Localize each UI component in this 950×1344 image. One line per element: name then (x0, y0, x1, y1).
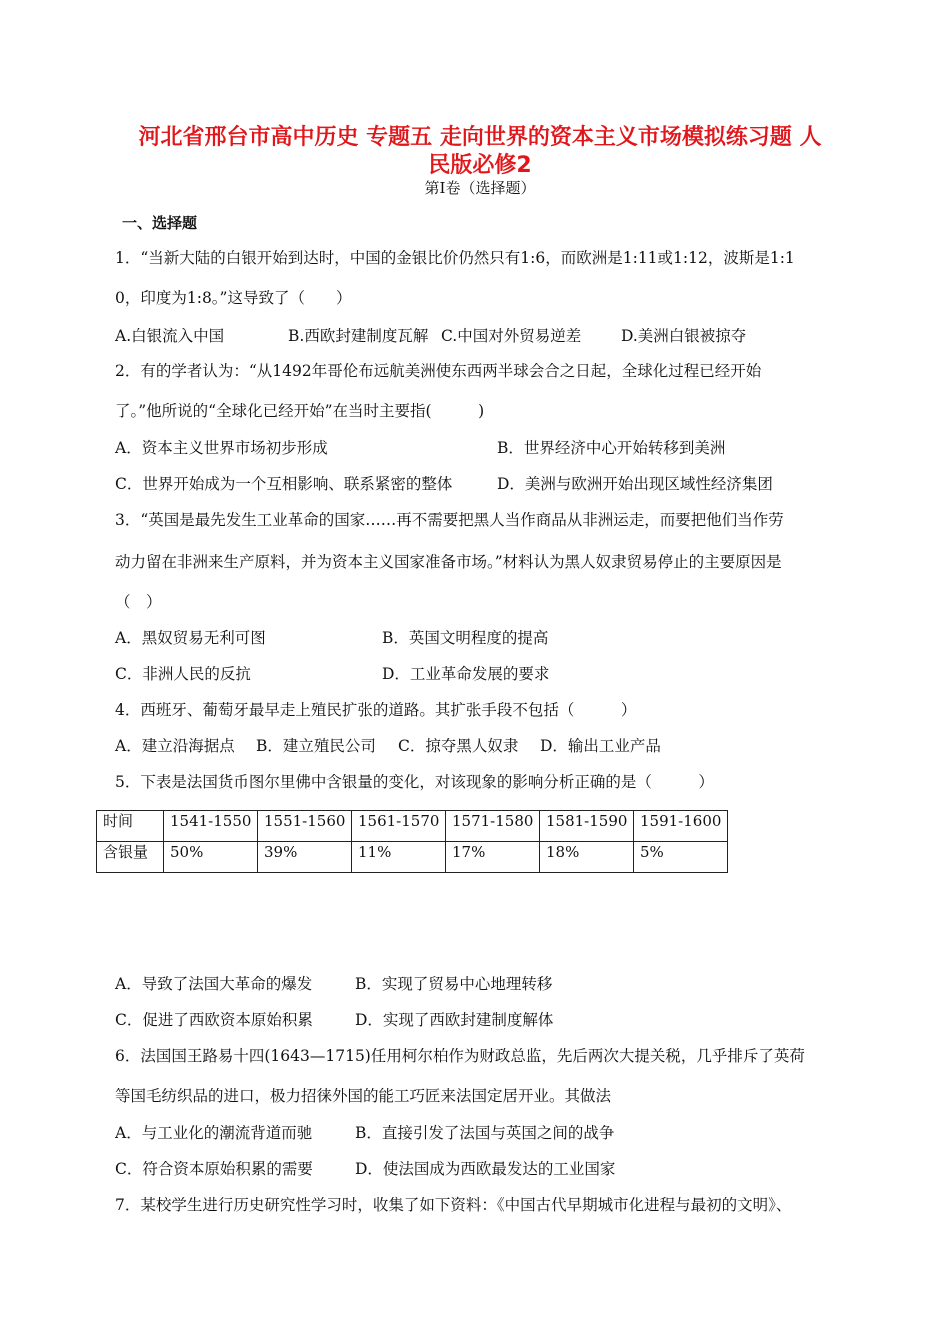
question-1-stem-line-1: 1．“当新大陆的白银开始到达时，中国的金银比价仍然只有1:6，而欧洲是1:11或1:12，波斯是1:1 (115, 249, 795, 267)
question-3-option-a: A．黑奴贸易无利可图 (115, 629, 266, 647)
table-cell: 时间 (97, 811, 164, 842)
question-5-option-c: C．促进了西欧资本原始积累 (115, 1011, 313, 1029)
question-2-option-c: C．世界开始成为一个互相影响、联系紧密的整体 (115, 475, 453, 493)
question-5-stem: 5．下表是法国货币图尔里佛中含银量的变化，对该现象的影响分析正确的是（ ） (115, 773, 714, 791)
question-3-option-b: B．英国文明程度的提高 (382, 629, 549, 647)
question-5-option-d: D．实现了西欧封建制度解体 (355, 1011, 554, 1029)
table-cell: 含银量 (97, 842, 164, 873)
question-3-stem-line-2: 动力留在非洲来生产原料，并为资本主义国家准备市场。”材料认为黑人奴隶贸易停止的主要原因是 (115, 553, 782, 571)
question-6-option-c: C．符合资本原始积累的需要 (115, 1160, 313, 1178)
document-title-line-2: 民版必修2 (428, 153, 532, 178)
paper-part-heading: 第I卷（选择题） (424, 179, 536, 197)
table-row (97, 842, 728, 873)
table-cell: 1581-1590 (540, 811, 634, 842)
question-7-stem-line-1: 7．某校学生进行历史研究性学习时，收集了如下资料：《中国古代早期城市化进程与最初的文明》、 (115, 1196, 792, 1214)
question-3-stem-line-3: （ ） (115, 593, 162, 611)
table-cell: 39% (258, 842, 352, 873)
table-cell: 1551-1560 (258, 811, 352, 842)
table-cell: 17% (446, 842, 540, 873)
table-cell: 18% (540, 842, 634, 873)
question-2-option-b: B．世界经济中心开始转移到美洲 (497, 439, 726, 457)
question-2-option-a: A．资本主义世界市场初步形成 (115, 439, 328, 457)
silver-content-table (96, 810, 728, 873)
table-cell: 50% (164, 842, 258, 873)
question-1-option-d: D.美洲白银被掠夺 (621, 327, 747, 345)
question-4-option-b: B．建立殖民公司 (256, 737, 376, 755)
section-heading: 一、选择题 (122, 214, 198, 232)
question-6-stem-line-2: 等国毛纺织品的进口，极力招徕外国的能工巧匠来法国定居开业。其做法 (115, 1087, 612, 1105)
question-4-option-a: A．建立沿海据点 (115, 737, 235, 755)
table-cell: 1561-1570 (352, 811, 446, 842)
question-2-stem-line-1: 2．有的学者认为：“从1492年哥伦布远航美洲使东西两半球会合之日起，全球化过程已经开始 (115, 362, 762, 380)
question-6-option-d: D．使法国成为西欧最发达的工业国家 (355, 1160, 616, 1178)
table-cell: 1591-1600 (634, 811, 728, 842)
question-1-stem-line-2: 0，印度为1:8。”这导致了（ ） (115, 289, 352, 307)
question-4-option-c: C．掠夺黑人奴隶 (398, 737, 519, 755)
question-3-option-d: D．工业革命发展的要求 (382, 665, 550, 683)
question-4-option-d: D．输出工业产品 (540, 737, 661, 755)
question-3-stem-line-1: 3．“英国是最先发生工业革命的国家……再不需要把黑人当作商品从非洲运走，而要把他们当作劳 (115, 511, 784, 529)
question-6-option-a: A．与工业化的潮流背道而驰 (115, 1124, 313, 1142)
question-3-option-c: C．非洲人民的反抗 (115, 665, 251, 683)
question-2-stem-line-2: 了。”他所说的“全球化已经开始”在当时主要指( ) (115, 402, 485, 420)
question-6-stem-line-1: 6．法国国王路易十四(1643—1715)任用柯尔柏作为财政总监，先后两次大提关税，几乎排斥了英荷 (115, 1047, 805, 1065)
table-cell: 5% (634, 842, 728, 873)
question-6-option-b: B．直接引发了法国与英国之间的战争 (355, 1124, 615, 1142)
question-1-option-a: A.白银流入中国 (115, 327, 225, 345)
table-cell: 1571-1580 (446, 811, 540, 842)
question-1-option-c: C.中国对外贸易逆差 (441, 327, 582, 345)
question-2-option-d: D．美洲与欧洲开始出现区域性经济集团 (497, 475, 773, 493)
question-4-stem: 4．西班牙、葡萄牙最早走上殖民扩张的道路。其扩张手段不包括（ ） (115, 701, 637, 719)
document-title-line-1: 河北省邢台市高中历史 专题五 走向世界的资本主义市场模拟练习题 人 (138, 125, 822, 150)
question-5-option-a: A．导致了法国大革命的爆发 (115, 975, 313, 993)
table-header-row (97, 811, 728, 842)
table-cell: 1541-1550 (164, 811, 258, 842)
question-5-option-b: B．实现了贸易中心地理转移 (355, 975, 553, 993)
table-cell: 11% (352, 842, 446, 873)
question-1-option-b: B.西欧封建制度瓦解 (288, 327, 429, 345)
